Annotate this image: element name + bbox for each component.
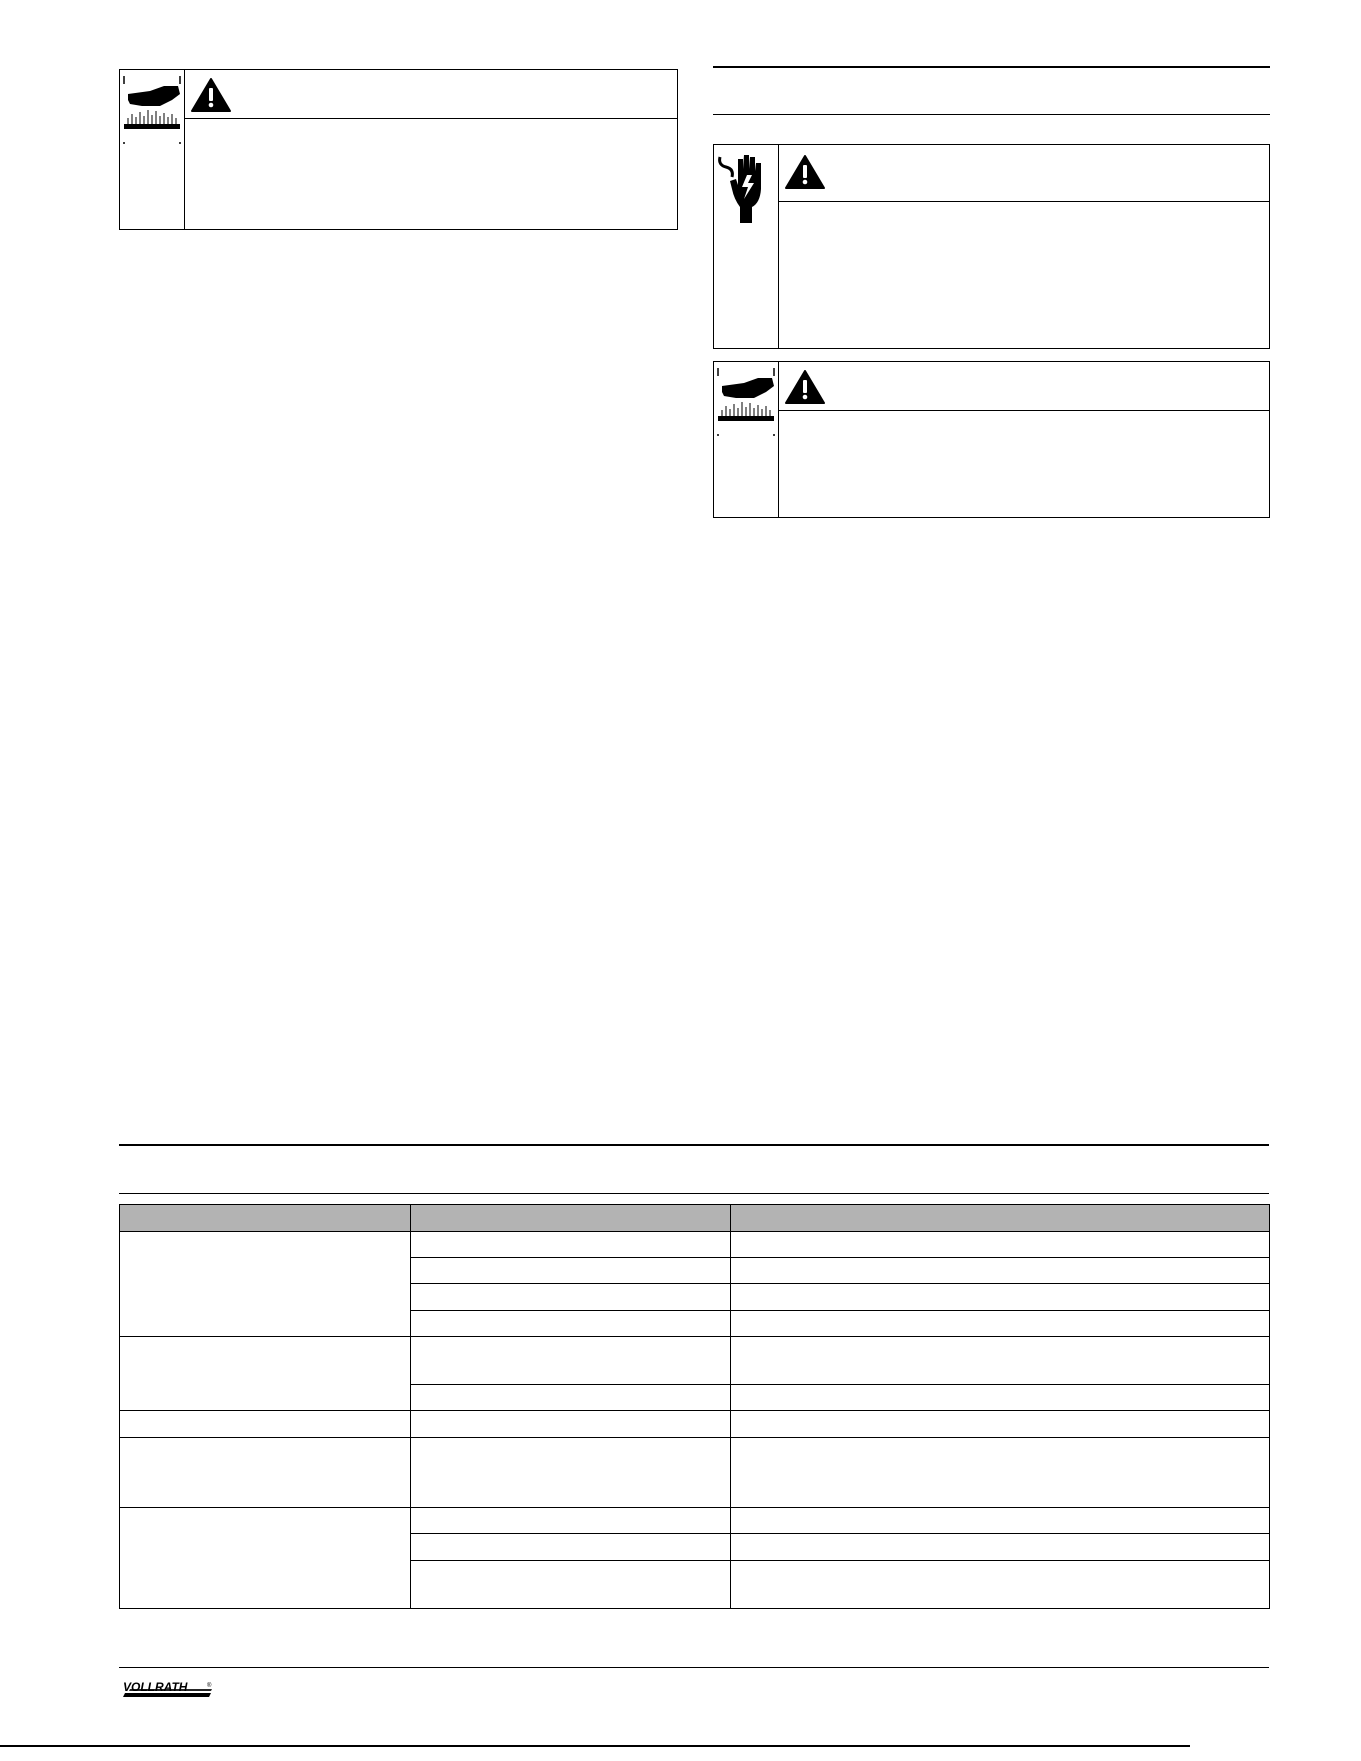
problem-cell — [120, 1336, 411, 1411]
warning-box-burn-left — [119, 69, 678, 230]
section-rule-bottom — [713, 114, 1270, 115]
table-row — [120, 1232, 1270, 1258]
solution-cell — [731, 1534, 1270, 1560]
problem-cell — [120, 1508, 411, 1609]
problem-cell — [120, 1411, 411, 1437]
footer-rule — [119, 1667, 1269, 1668]
cause-cell — [411, 1508, 731, 1534]
cause-cell — [411, 1336, 731, 1384]
vollrath-logo-mark — [119, 1679, 215, 1701]
cause-cell — [411, 1310, 731, 1336]
warning-triangle-icon — [190, 77, 232, 113]
troubleshooting-rule-bottom — [119, 1193, 1269, 1194]
problem-cell — [120, 1437, 411, 1508]
problem-cell — [120, 1232, 411, 1337]
solution-cell — [731, 1310, 1270, 1336]
table-row — [120, 1508, 1270, 1534]
solution-cell — [731, 1560, 1270, 1608]
header-cell — [411, 1205, 731, 1232]
hot-surface-hand-icon — [714, 364, 778, 444]
warning-triangle-icon — [784, 369, 826, 405]
header-cell — [731, 1205, 1270, 1232]
cause-cell — [411, 1560, 731, 1608]
cause-cell — [411, 1534, 731, 1560]
solution-cell — [731, 1284, 1270, 1310]
icon-column — [714, 145, 779, 348]
icon-column — [120, 70, 185, 229]
logo-text: VOLLRATH — [123, 1680, 188, 1694]
header-cell — [120, 1205, 411, 1232]
cause-cell — [411, 1232, 731, 1258]
cause-cell — [411, 1385, 731, 1411]
solution-cell — [731, 1411, 1270, 1437]
icon-column — [714, 362, 779, 517]
warning-header — [778, 362, 1269, 411]
cause-cell — [411, 1411, 731, 1437]
registered-mark: ® — [207, 1683, 212, 1689]
warning-box-shock — [713, 144, 1270, 349]
solution-cell — [731, 1258, 1270, 1284]
table-row — [120, 1437, 1270, 1508]
warning-header — [184, 70, 677, 119]
table-row — [120, 1336, 1270, 1384]
warning-box-burn-right — [713, 361, 1270, 518]
solution-cell — [731, 1232, 1270, 1258]
cause-cell — [411, 1258, 731, 1284]
troubleshooting-table — [119, 1204, 1270, 1609]
table-header-row — [120, 1205, 1270, 1232]
electric-shock-hand-icon — [714, 149, 778, 233]
cause-cell — [411, 1284, 731, 1310]
table-row — [120, 1411, 1270, 1437]
solution-cell — [731, 1437, 1270, 1508]
warning-triangle-icon — [784, 154, 826, 190]
cause-cell — [411, 1437, 731, 1508]
troubleshooting-rule-top — [119, 1144, 1269, 1146]
section-rule-top — [713, 66, 1270, 68]
solution-cell — [731, 1385, 1270, 1411]
page-bottom-rule — [0, 1745, 1190, 1747]
warning-header — [778, 145, 1269, 202]
vollrath-logo — [119, 1679, 215, 1706]
solution-cell — [731, 1508, 1270, 1534]
hot-surface-hand-icon — [120, 72, 184, 152]
solution-cell — [731, 1336, 1270, 1384]
